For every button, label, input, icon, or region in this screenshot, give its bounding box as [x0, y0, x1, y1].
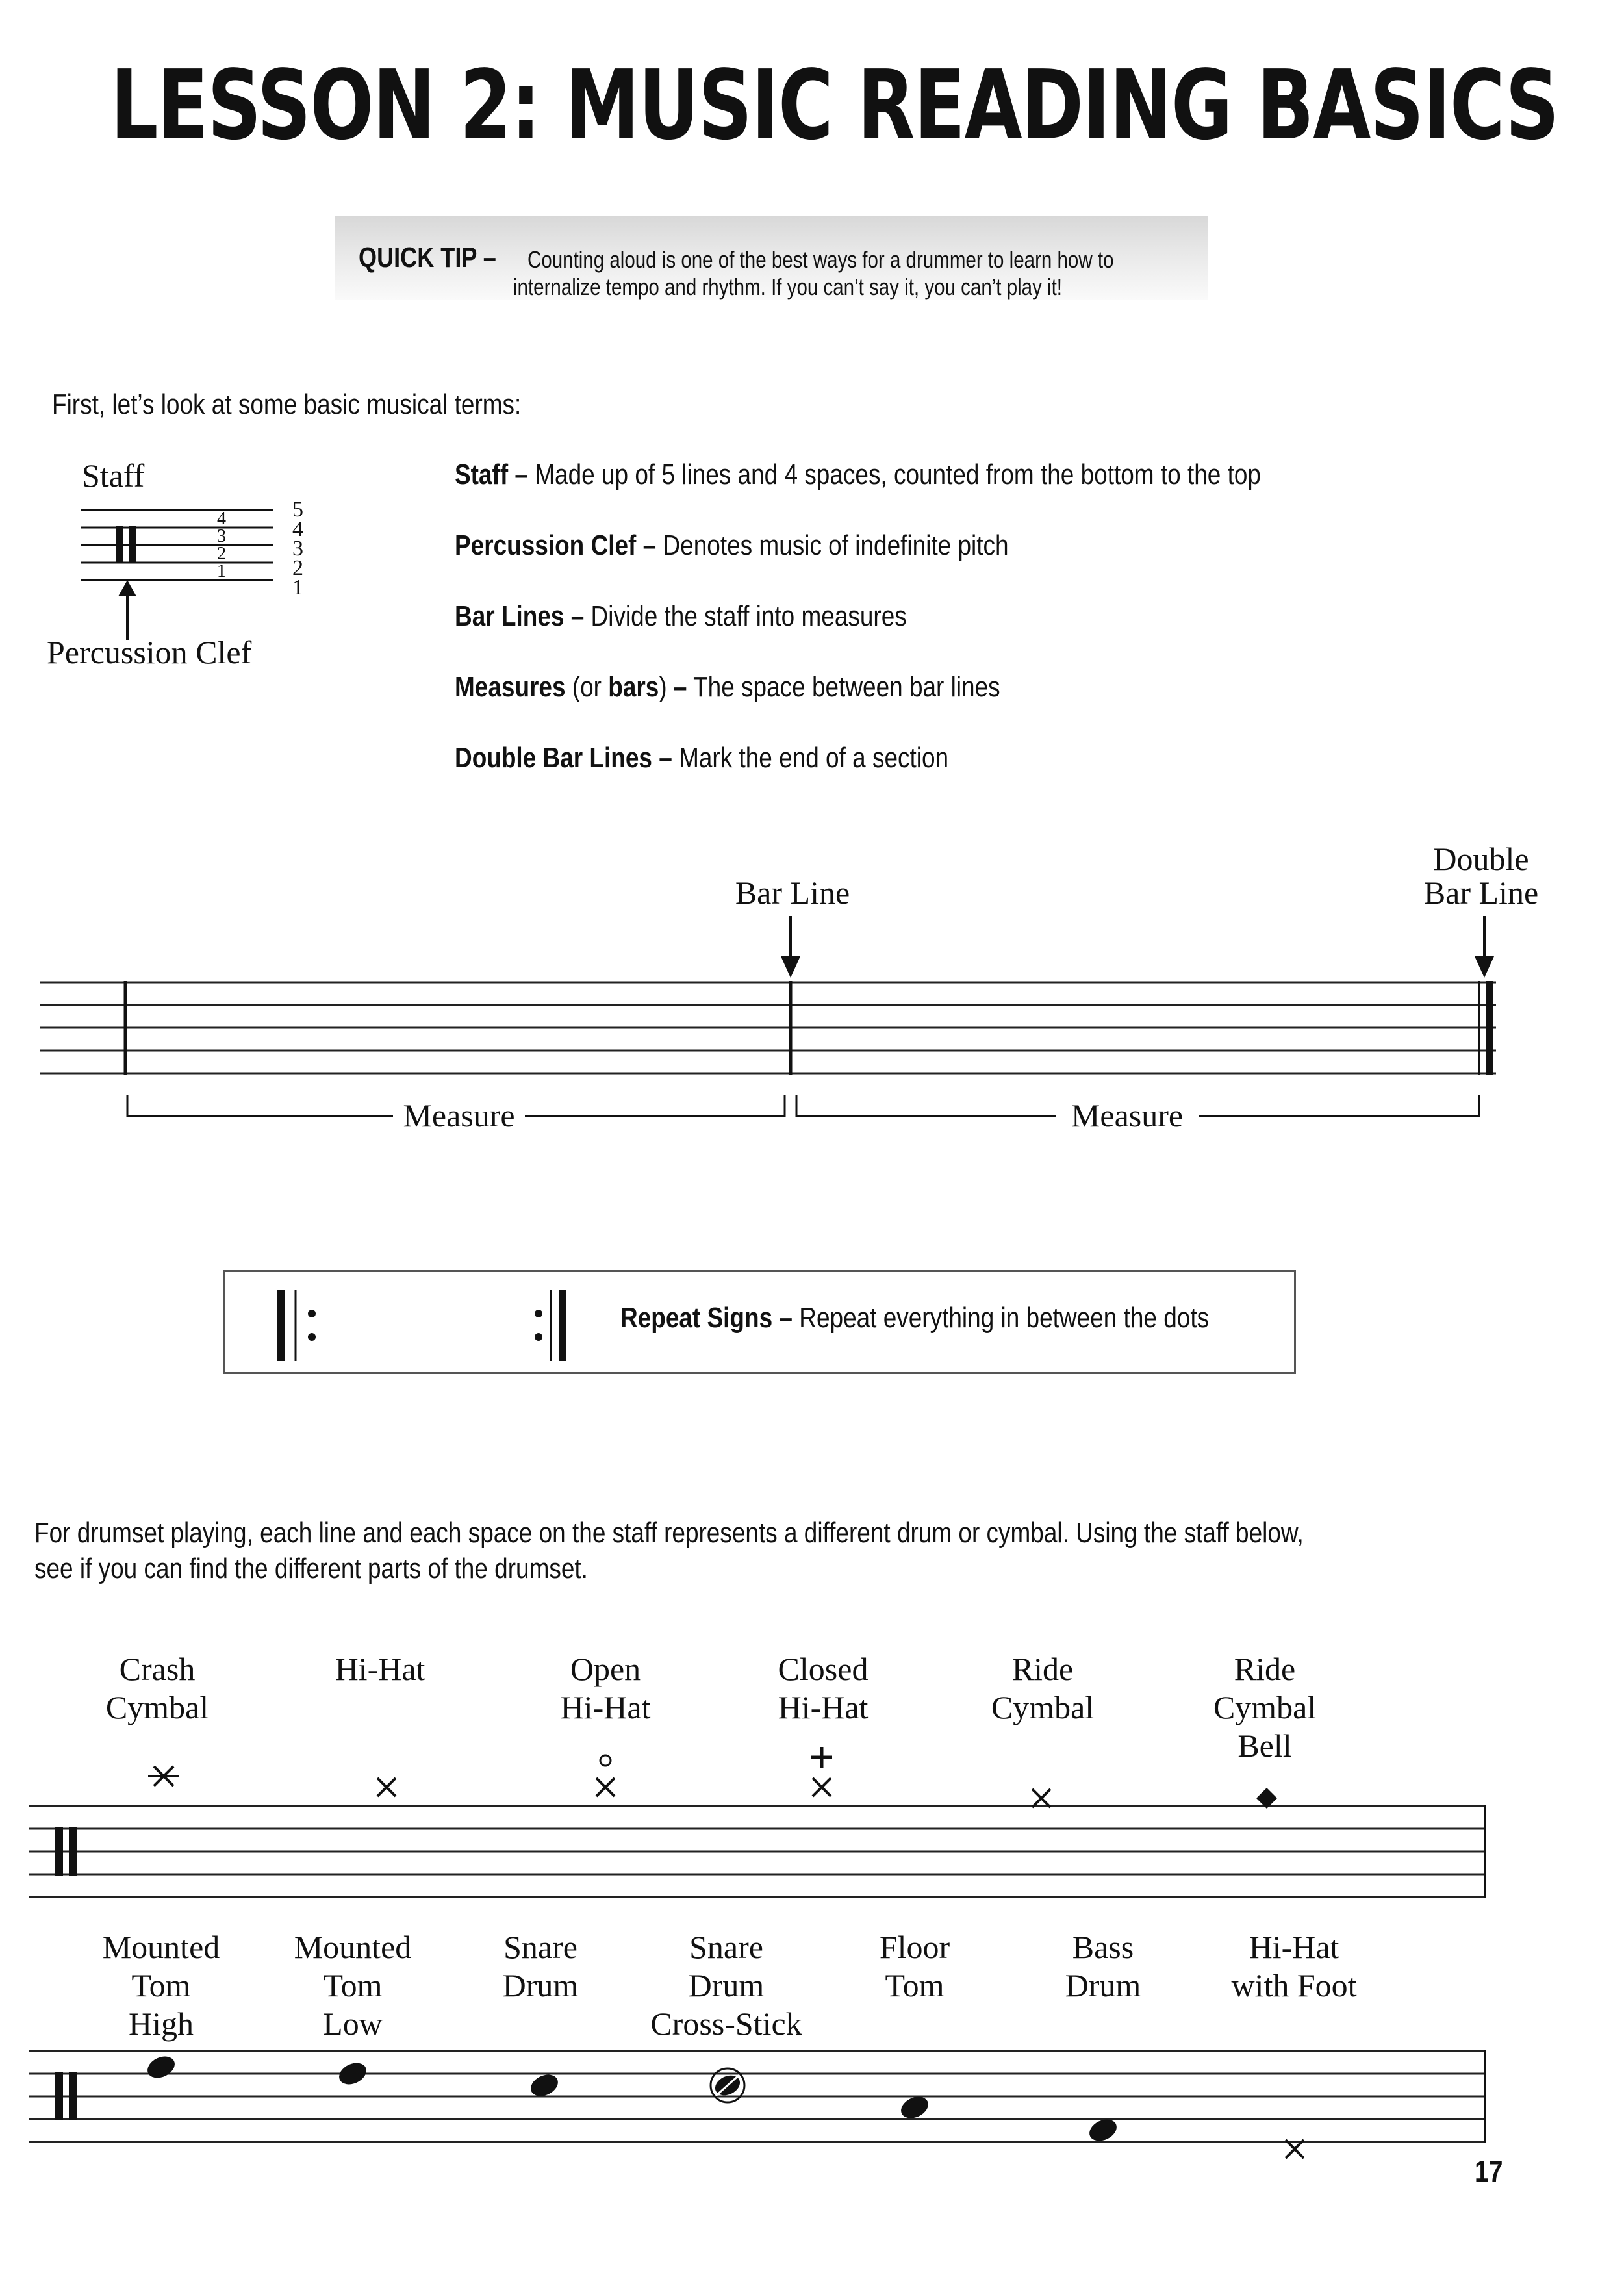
- line-number-1: 1: [292, 576, 303, 600]
- label-hi-hat: Hi-Hat: [335, 1651, 425, 1687]
- staff-diagram-title: Staff: [82, 457, 145, 494]
- measure-label-1: Measure: [403, 1097, 515, 1134]
- definition-percussion-clef: Percussion Clef – Denotes music of indefinite pitch: [455, 529, 1009, 561]
- percussion-clef-label: Percussion Clef: [47, 634, 252, 670]
- page-number: 17: [1475, 2154, 1503, 2188]
- intro-text: First, let’s look at some basic musical terms:: [52, 388, 522, 420]
- measure-brackets: [127, 1095, 1479, 1116]
- page-title: LESSON 2: MUSIC READING BASICS: [110, 49, 1558, 161]
- definition-measures: Measures (or bars) – The space between bar lines: [455, 671, 1000, 703]
- label-snare-drum: Snare Drum: [502, 1929, 579, 2004]
- space-number-3: 3: [217, 526, 226, 546]
- label-crash-cymbal: Crash Cymbal: [105, 1651, 209, 1725]
- clef-arrow-head: [118, 580, 136, 596]
- drum-staff: [29, 2051, 1486, 2142]
- label-bass-drum: Bass Drum: [1065, 1929, 1141, 2004]
- ride-cymbal-note: [1032, 1789, 1050, 1807]
- measure-2-bracket-left: [796, 1095, 1056, 1116]
- quick-tip-label: QUICK TIP –: [359, 242, 496, 274]
- drumset-intro-line-1: For drumset playing, each line and each space on the staff represents a different drum or cymbal. Using the staff below,: [34, 1517, 1304, 1549]
- quick-tip-line-2: internalize tempo and rhythm. If you can’t say it, you can’t play it!: [513, 274, 1063, 300]
- open-symbol: [600, 1755, 611, 1766]
- cymbal-clef-left: [55, 1827, 63, 1876]
- hi-hat-note: [377, 1778, 396, 1796]
- label-ride-cymbal: Ride Cymbal: [991, 1651, 1095, 1725]
- label-hi-hat-with-foot: Hi-Hat with Foot: [1231, 1929, 1357, 2004]
- line-number-3: 3: [292, 537, 303, 561]
- small-percussion-clef-right: [129, 526, 136, 563]
- definition-staff: Staff – Made up of 5 lines and 4 spaces, counted from the bottom to the top: [455, 459, 1261, 490]
- double-bar-arrow-head: [1475, 956, 1494, 978]
- label-open-hi-hat: Open Hi-Hat: [560, 1651, 651, 1725]
- label-snare-cross-stick: Snare Drum Cross-Stick: [650, 1929, 802, 2042]
- double-bar-label-1: Double: [1433, 841, 1529, 877]
- label-ride-cymbal-bell: Ride Cymbal Bell: [1213, 1651, 1317, 1764]
- double-bar-label-2: Bar Line: [1423, 874, 1539, 911]
- drum-clef-right: [69, 2072, 77, 2120]
- bar-line-label: Bar Line: [735, 874, 850, 911]
- cymbal-staff: [29, 1806, 1486, 1897]
- mounted-tom-low-note: [336, 2059, 370, 2089]
- line-number-5: 5: [292, 498, 303, 522]
- small-staff: [81, 510, 273, 580]
- measure-staff: [40, 982, 1496, 1073]
- quick-tip-line-1: Counting aloud is one of the best ways for a drummer to learn how to: [527, 246, 1114, 273]
- mounted-tom-high-note: [144, 2052, 179, 2082]
- measure-2-bracket-right: [1199, 1095, 1479, 1116]
- definition-double-bar-lines: Double Bar Lines – Mark the end of a section: [455, 742, 949, 774]
- line-number-4: 4: [292, 517, 303, 541]
- repeat-signs-definition: Repeat Signs – Repeat everything in between the dots: [620, 1302, 1210, 1334]
- space-number-2: 2: [217, 544, 226, 564]
- bar-line-arrow-head: [781, 956, 800, 978]
- closed-symbol: [811, 1747, 832, 1768]
- label-floor-tom: Floor Tom: [879, 1929, 950, 2004]
- definition-bar-lines: Bar Lines – Divide the staff into measures: [455, 600, 907, 632]
- label-mounted-tom-low: Mounted Tom Low: [294, 1929, 412, 2042]
- space-number-4: 4: [217, 509, 226, 529]
- measure-label-2: Measure: [1071, 1097, 1184, 1134]
- cymbal-clef-right: [69, 1827, 77, 1876]
- line-number-2: 2: [292, 556, 303, 580]
- measure-1-bracket-right: [525, 1095, 785, 1116]
- open-hi-hat-note: [596, 1778, 615, 1796]
- double-bar-thick: [1486, 981, 1493, 1075]
- drum-clef-left: [55, 2072, 63, 2120]
- space-number-1: 1: [217, 561, 226, 581]
- crash-cymbal-note: [148, 1766, 179, 1786]
- closed-hi-hat-note: [813, 1778, 831, 1796]
- small-percussion-clef-left: [116, 526, 123, 563]
- measure-1-bracket-left: [127, 1095, 393, 1116]
- drumset-intro-line-2: see if you can find the different parts of the drumset.: [34, 1553, 588, 1584]
- label-mounted-tom-high: Mounted Tom High: [102, 1929, 220, 2042]
- label-closed-hi-hat: Closed Hi-Hat: [778, 1651, 869, 1725]
